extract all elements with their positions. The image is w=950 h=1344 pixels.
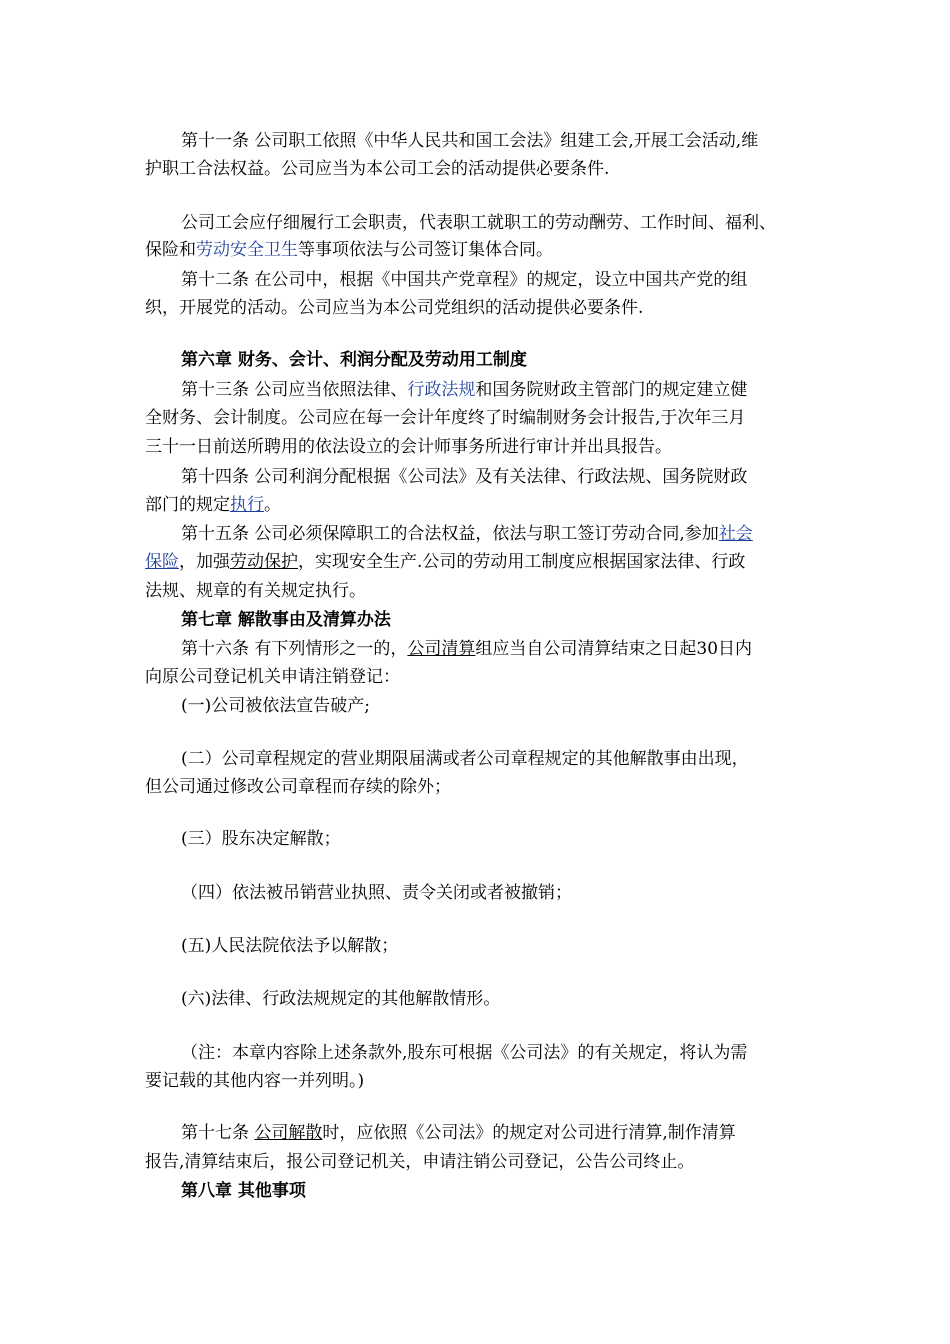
link-company-liquidation[interactable]: 公司清算: [407, 639, 476, 659]
article-16-line-2: 向原公司登记机关申请注销登记：: [145, 667, 400, 687]
text: 。: [264, 495, 281, 515]
union-paragraph-line-1: 公司工会应仔细履行工会职责，代表职工就职工的劳动酬劳、工作时间、福利、: [181, 213, 776, 233]
article-13-line-1: [181, 377, 851, 403]
link-labor-safety-health[interactable]: 劳动安全卫生: [196, 240, 298, 260]
union-paragraph-line-2: [145, 237, 815, 263]
article-16-line-1: [181, 636, 851, 662]
text: ，加强: [179, 552, 230, 572]
article-15-line-2: [145, 549, 815, 575]
text: 和国务院财政主管部门的规定建立健: [475, 380, 748, 400]
text: 时，应依照《公司法》的规定对公司进行清算,制作清算: [322, 1123, 736, 1143]
item-2-line-1: (二）公司章程规定的营业期限届满或者公司章程规定的其他解散事由出现，: [181, 749, 749, 769]
article-17-line-2: 报告,清算结束后，报公司登记机关，申请注销公司登记，公告公司终止。: [145, 1152, 695, 1172]
text: ，实现安全生产.公司的劳动用工制度应根据国家法律、行政: [298, 552, 746, 572]
link-social-insurance-part-2[interactable]: 保险: [145, 552, 179, 572]
text: 保险和: [145, 240, 196, 260]
note-line-2: 要记载的其他内容一并列明。): [145, 1071, 365, 1091]
text: 第十三条 公司应当依照法律、: [181, 380, 408, 400]
item-2-line-2: 但公司通过修改公司章程而存续的除外；: [145, 777, 451, 797]
article-17-line-1: [181, 1120, 851, 1146]
link-social-insurance-part-1[interactable]: 社会: [718, 524, 753, 544]
article-15-line-1: [181, 521, 851, 547]
text: 第十六条 有下列情形之一的，: [181, 639, 408, 659]
chapter-7-heading: 第七章 解散事由及清算办法: [181, 610, 391, 630]
chapter-6-heading: 第六章 财务、会计、利润分配及劳动用工制度: [181, 350, 527, 370]
article-11-line-1: 第十一条 公司职工依照《中华人民共和国工会法》组建工会,开展工会活动,维: [181, 131, 759, 151]
chapter-8-heading: 第八章 其他事项: [181, 1181, 306, 1201]
item-1: (一)公司被依法宣告破产;: [181, 696, 370, 716]
text: 第十七条: [181, 1123, 255, 1143]
link-company-dissolution[interactable]: 公司解散: [254, 1123, 323, 1143]
link-labor-protection[interactable]: 劳动保护: [230, 552, 298, 572]
article-12-line-2: 织，开展党的活动。公司应当为本公司党组织的活动提供必要条件.: [145, 298, 644, 318]
item-6: (六)法律、行政法规规定的其他解散情形。: [181, 989, 501, 1009]
item-5: (五)人民法院依法予以解散；: [181, 936, 399, 956]
text: 等事项依法与公司签订集体合同。: [298, 240, 553, 260]
link-administrative-regulations[interactable]: 行政法规: [407, 380, 476, 400]
text: 第十五条 公司必须保障职工的合法权益，依法与职工签订劳动合同,参加: [181, 524, 719, 544]
article-14-line-2: [145, 492, 815, 518]
link-execute[interactable]: 执行: [230, 495, 264, 515]
article-15-line-3: 法规、规章的有关规定执行。: [145, 581, 366, 601]
article-11-line-2: 护职工合法权益。公司应当为本公司工会的活动提供必要条件.: [145, 159, 610, 179]
item-4: （四）依法被吊销营业执照、责令关闭或者被撤销；: [181, 883, 572, 903]
article-14-line-1: 第十四条 公司利润分配根据《公司法》及有关法律、行政法规、国务院财政: [181, 467, 748, 487]
article-13-line-2: 全财务、会计制度。公司应在每一会计年度终了时编制财务会计报告,于次年三月: [145, 408, 746, 428]
text: 组应当自公司清算结束之日起30日内: [475, 639, 753, 659]
note-line-1: （注：本章内容除上述条款外,股东可根据《公司法》的有关规定，将认为需: [181, 1043, 748, 1063]
text: 部门的规定: [145, 495, 230, 515]
article-13-line-3: 三十一日前送所聘用的依法设立的会计师事务所进行审计并出具报告。: [145, 437, 672, 457]
item-3: (三）股东决定解散；: [181, 829, 341, 849]
article-12-line-1: 第十二条 在公司中，根据《中国共产党章程》的规定，设立中国共产党的组: [181, 270, 748, 290]
